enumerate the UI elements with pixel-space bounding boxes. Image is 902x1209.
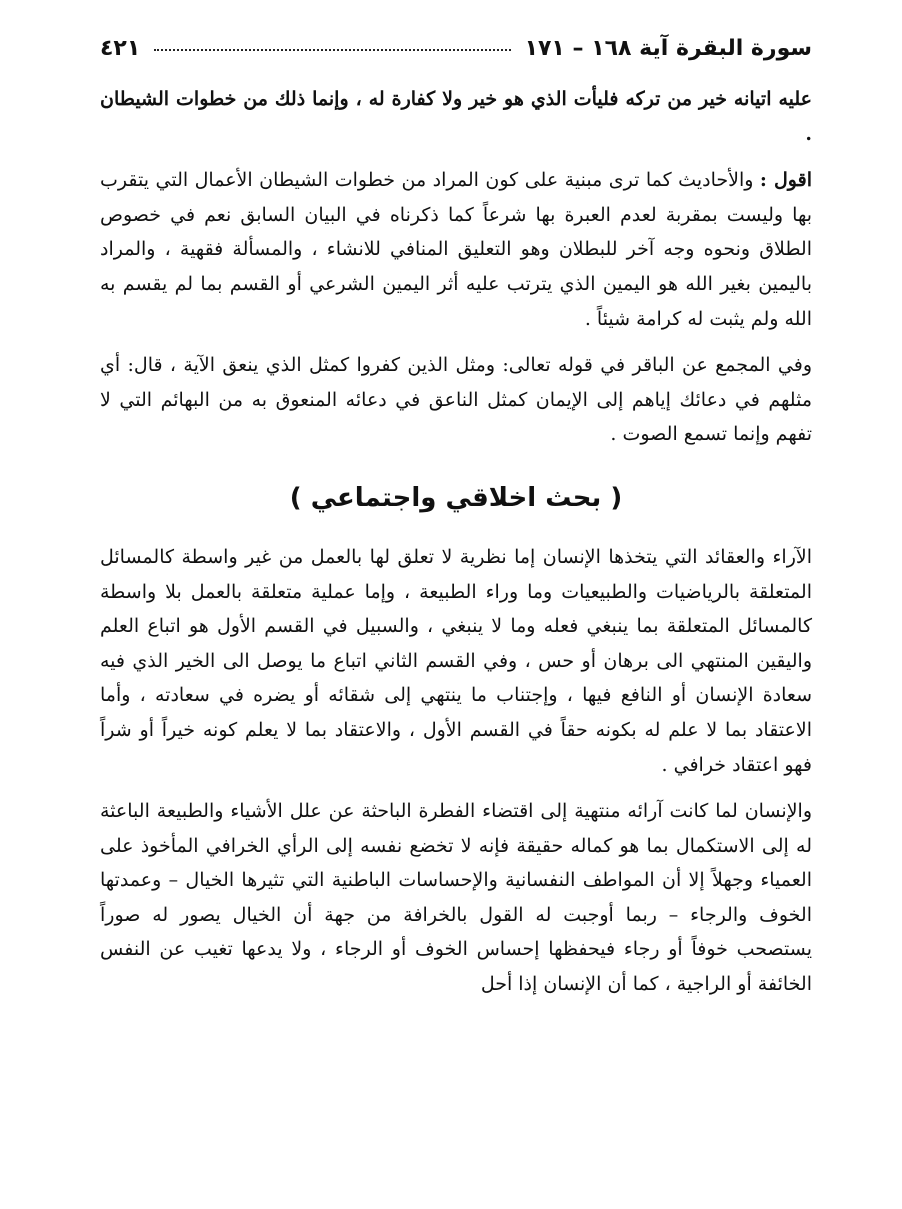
paragraph-commentary (100, 163, 812, 336)
running-title: سورة البقرة آية ١٦٨ – ١٧١ (524, 35, 812, 61)
page-header (100, 28, 812, 68)
paragraph-discussion-2: والإنسان لما كانت آرائه منتهية إلى اقتضاء الفطرة الباحثة عن علل الأشياء والطبيعة الباعثة له إلى الاستكمال بما هو كماله حقيقة فإنه لا تخضع نفسه إلى الرأي الخرافي المأخوذ على العمياء وجهلاً إلا أن المواطف النفسانية والإحساسات الباطنية التي تثيرها الخيال – وعمدتها الخوف والرجاء – ربما أوجبت له القول بالخرافة من جهة أن الخيال يصور له صوراً يستصحب خوفاً أو رجاء فيحفظها إحساس الخوف أو الرجاء ، ولا يدعها تغيب عن النفس الخائفة أو الراجية ، كما أن الإنسان إذا أحل (100, 800, 812, 996)
paragraph-discussion-1: الآراء والعقائد التي يتخذها الإنسان إما نظرية لا تعلق لها بالعمل من غير واسطة كالمسائل المتعلقة بالرياضيات والطبيعيات وما وراء الطبيعة ، وإما عملية متعلقة بالعمل بلا واسطة كالمسائل المتعلقة بما ينبغي فعله وما لا ينبغي ، والسبيل في القسم الأول هو اتباع العلم واليقين المنتهي الى برهان أو حس ، وفي القسم الثاني اتباع ما يوصل الى الخير الذي فيه سعادة الإنسان أو النافع فيها ، وإجتناب ما ينتهي إلى شقائه أو يضره في سعادته ، وأما الاعتقاد بما لا علم له بكونه حقاً في القسم الأول ، والاعتقاد بما لا يعلم كونه خيراً أو شراً فهو اعتقاد خرافي . (100, 545, 812, 776)
paragraph-continuation: عليه اتيانه خير من تركه فليأت الذي هو خير ولا كفارة له ، وإنما ذلك من خطوات الشيطان . (100, 88, 812, 145)
main-text (100, 82, 812, 1002)
page-number: ٤٢١ (100, 35, 141, 61)
section-heading: ( بحث اخلاقي واجتماعي ) (289, 482, 623, 513)
header-dotted-rule (154, 49, 510, 51)
paragraph-commentary-text: والأحاديث كما ترى مبنية على كون المراد من خطوات الشيطان الأعمال التي يتقرب بها وليست بمقربة لعدم العبرة بها شرعاً كما ذكرناه في البيان السابق نعم في خصوص الطلاق ونحوه وجه آخر للبطلان وهو التعليق المنافي للانشاء ، والمسألة فقهية ، والمراد باليمين بغير الله هو اليمين الذي يترتب عليه أثر اليمين الشرعي أو القسم بما لم يقسم به الله ولم يثبت له كرامة شيئاً . (100, 169, 812, 330)
paragraph-narration: وفي المجمع عن الباقر في قوله تعالى: ومثل الذين كفروا كمثل الذي ينعق الآية ، قال: أي مثلهم في دعائك إياهم إلى الإيمان كمثل الناعق في دعائه المنعوق به من البهائم التي لا تفهم وإنما تسمع الصوت . (100, 354, 812, 446)
paragraph-lead-word: اقول : (759, 169, 812, 192)
